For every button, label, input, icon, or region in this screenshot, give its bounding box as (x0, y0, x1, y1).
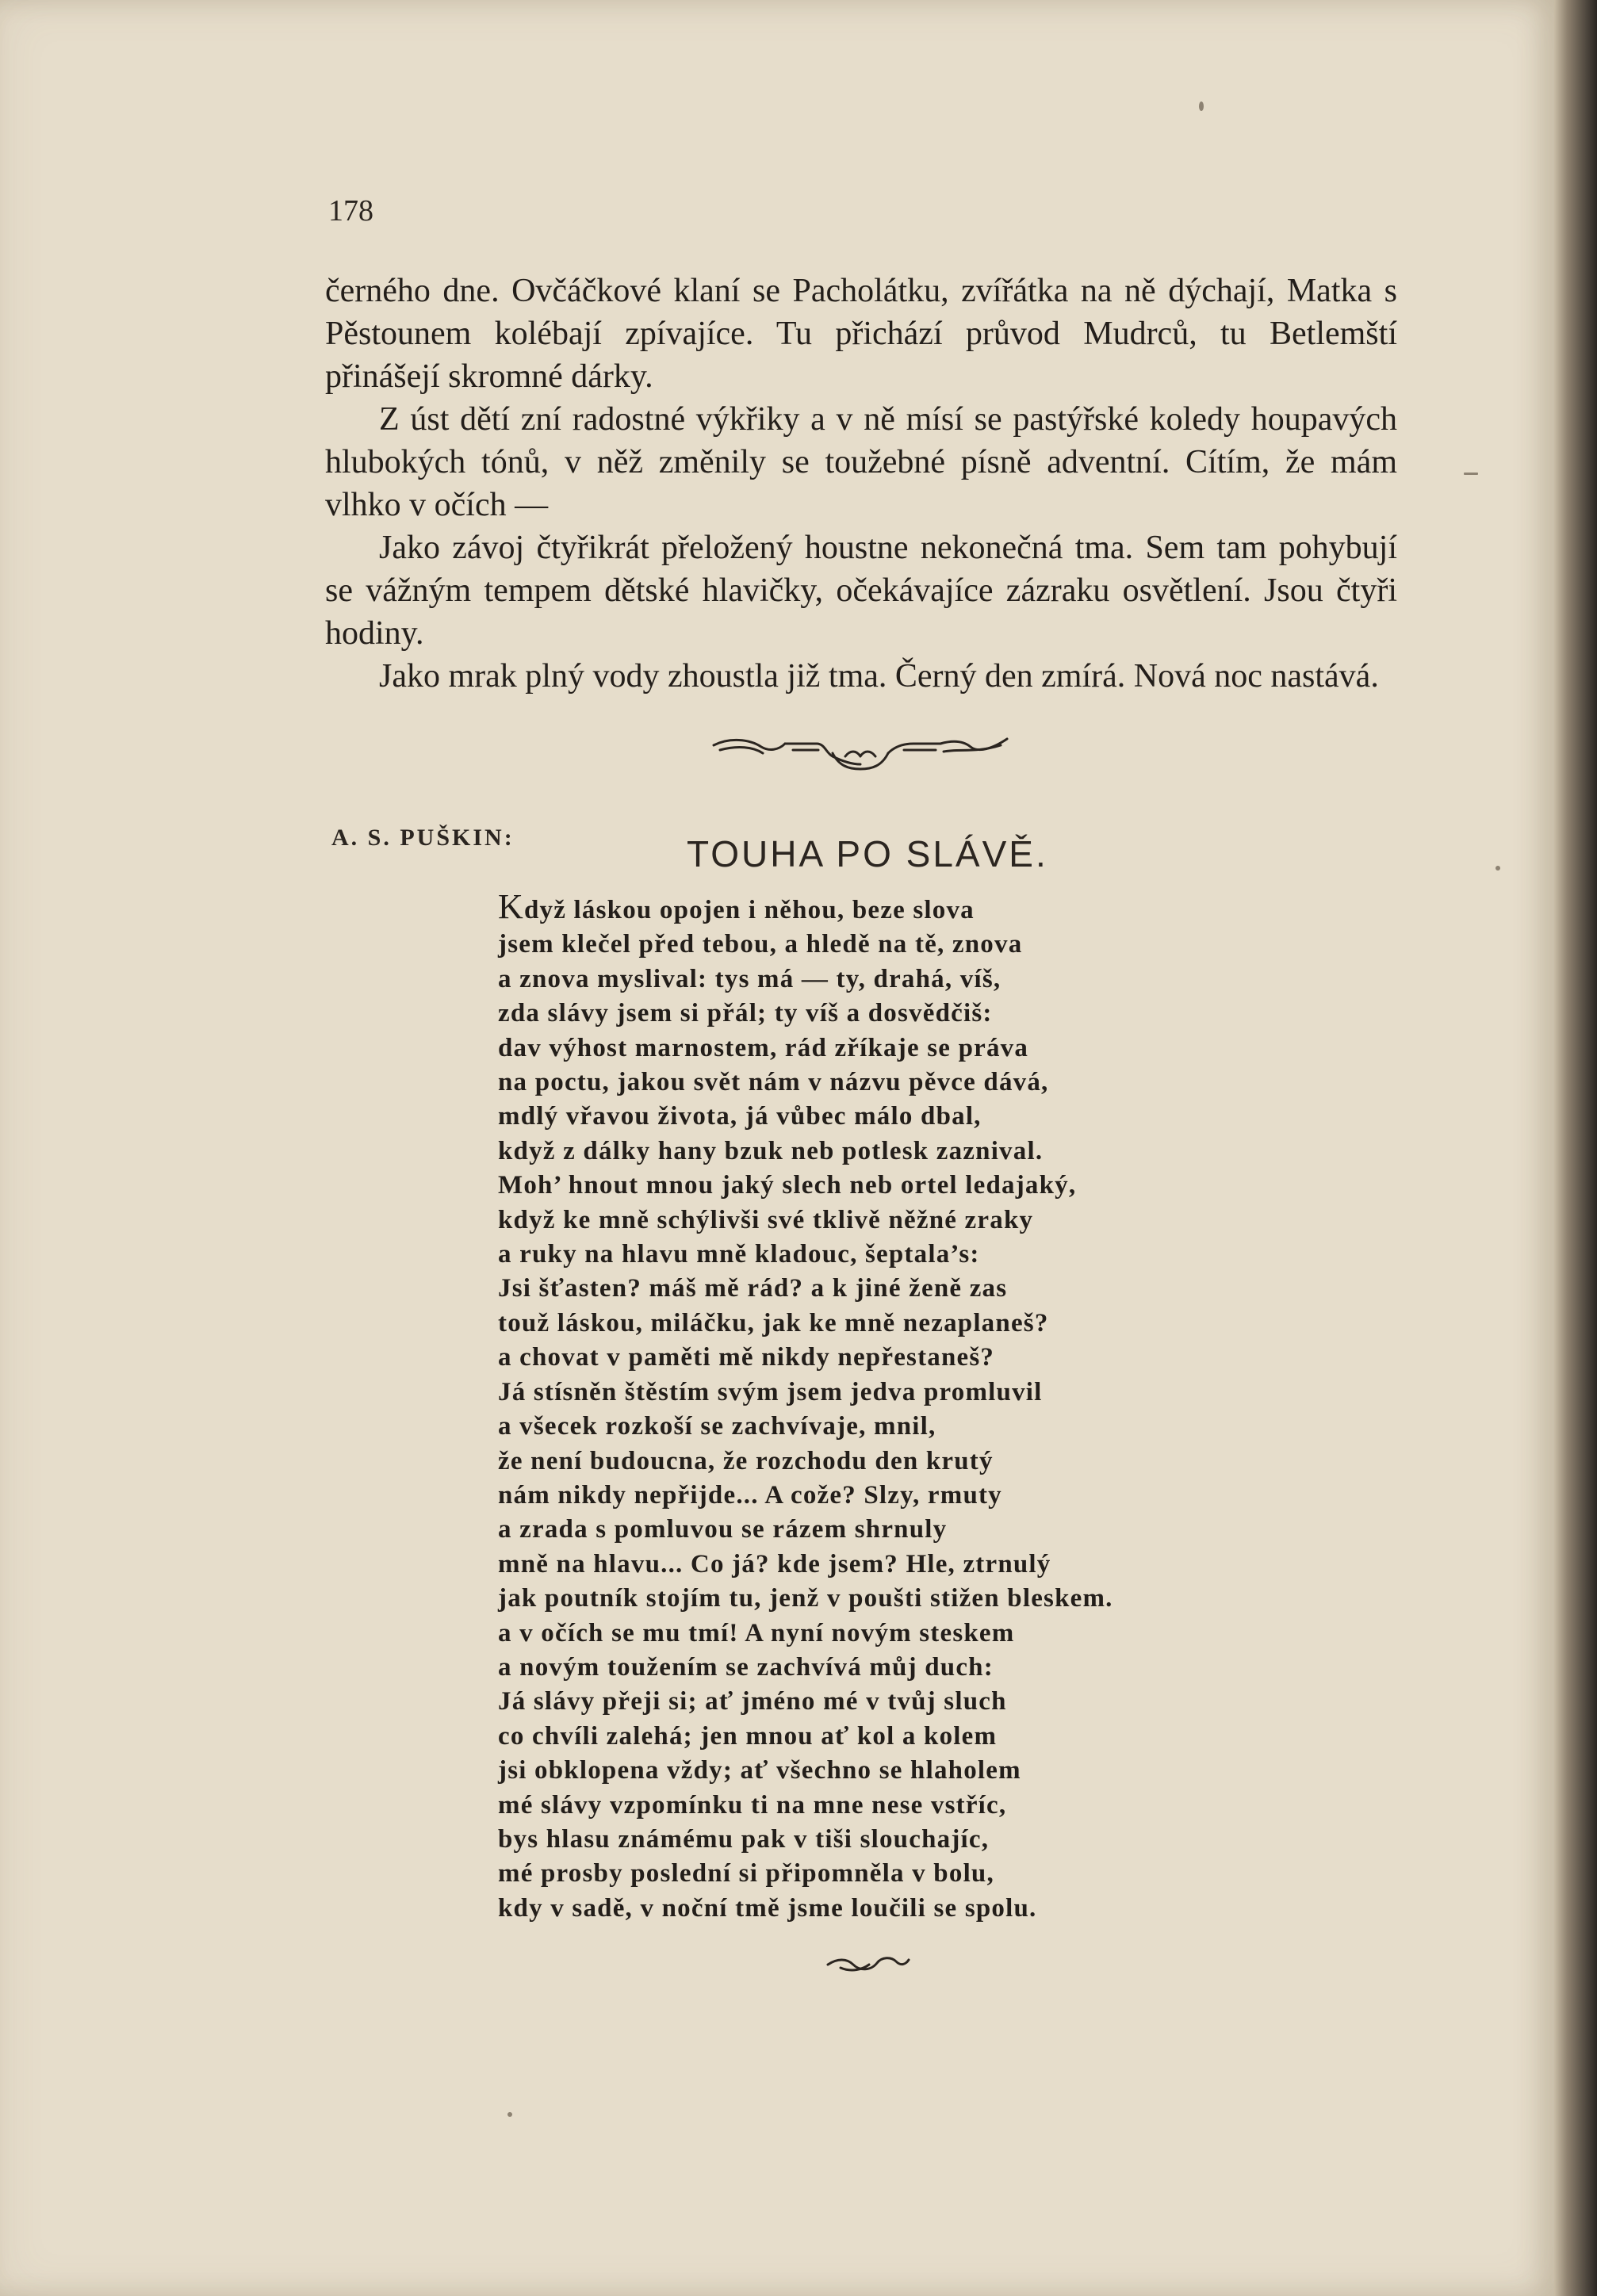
poem-line (498, 887, 1370, 928)
prose-text (325, 270, 1397, 698)
poem-line: zda slávy jsem si přál; ty víš a dosvědčiš: (498, 999, 993, 1028)
poem-line: a znova myslival: tys má — ty, drahá, víš, (498, 964, 1001, 993)
poem-line: Já stísněn štěstím svým jsem jedva promluvil (498, 1377, 1043, 1406)
poem-line: Já slávy přeji si; ať jméno mé v tvůj sluch (498, 1687, 1007, 1716)
poem-line: nám nikdy nepřijde... A cože? Slzy, rmuty (498, 1480, 1002, 1510)
paper-speck (507, 2112, 512, 2117)
paper-speck (1464, 473, 1478, 475)
poem-line: mé slávy vzpomínku ti na mne nese vstříc, (498, 1790, 1007, 1820)
prose-paragraph: Jako závoj čtyřikrát přeložený houstne nekonečná tma. Sem tam pohybují se vážným tempem dětské hlavičky, očekávajíce zázraku osvětlení. Jsou čtyři hodiny. (325, 530, 1397, 652)
decorative-ornament (706, 729, 1015, 774)
poem-line: jak poutník stojím tu, jenž v poušti stižen bleskem. (498, 1584, 1113, 1613)
paper-speck (1199, 101, 1204, 111)
poem-line: mdlý vřavou života, já vůbec málo dbal, (498, 1102, 982, 1131)
prose-paragraph: Z úst dětí zní radostné výkřiky a v ně mísí se pastýřské koledy houpavých hlubokých tónů, v něž změnily se toužebné písně adventní. Cítím, že mám vlhko v očích — (325, 401, 1397, 523)
poem-line: Moh’ hnout mnou jaký slech neb ortel ledajaký, (498, 1171, 1077, 1200)
poem-line: a ruky na hlavu mně kladouc, šeptala’s: (498, 1240, 980, 1269)
poem-line: touž láskou, miláčku, jak ke mně nezaplaneš? (498, 1308, 1049, 1337)
poem-line-text: dyž láskou opojen i něhou, beze slova (523, 896, 975, 924)
poem-author: A. S. PUŠKIN: (331, 825, 515, 851)
poem-line: a novým toužením se zachvívá můj duch: (498, 1652, 994, 1682)
end-ornament (825, 1952, 912, 1976)
poem-line: mé prosby poslední si připomněla v bolu, (498, 1859, 994, 1888)
poem-line: a chovat v paměti mě nikdy nepřestaneš? (498, 1343, 995, 1372)
poem-line: a zrada s pomluvou se rázem shrnuly (498, 1515, 948, 1544)
poem-line: co chvíli zalehá; jen mnou ať kol a kolem (498, 1721, 998, 1751)
poem-line: bys hlasu známému pak v tiši slouchajíc, (498, 1824, 990, 1854)
poem-line: když z dálky hany bzuk neb potlesk zaznival. (498, 1136, 1044, 1165)
poem-title: TOUHA PO SLÁVĚ. (687, 833, 1048, 874)
drop-cap: K (498, 887, 524, 926)
poem-line: mně na hlavu... Co já? kde jsem? Hle, ztrnulý (498, 1549, 1051, 1578)
poem-line: že není budoucna, že rozchodu den krutý (498, 1446, 994, 1475)
page-number: 178 (328, 194, 373, 228)
poem-line: a v očích se mu tmí! A nyní novým steskem (498, 1618, 1015, 1647)
poem-line: když ke mně schýlivši své tklivě něžné zraky (498, 1205, 1034, 1234)
poem-line: Jsi šťasten? máš mě rád? a k jiné ženě zas (498, 1274, 1008, 1303)
poem-line: a všecek rozkoší se zachvívaje, mnil, (498, 1412, 936, 1441)
poem-line: kdy v sadě, v noční tmě jsme loučili se spolu. (498, 1893, 1037, 1923)
prose-paragraph: černého dne. Ovčáčkové klaní se Pacholátku, zvířátka na ně dýchají, Matka s Pěstounem kolébají zpívajíce. Tu přichází průvod Mudrců, tu Betlemští přinášejí skromné dárky. (325, 273, 1397, 395)
poem-line: dav výhost marnostem, rád zříkaje se práva (498, 1033, 1029, 1062)
page-edge-shadow (1554, 0, 1597, 2296)
poem-text (498, 887, 1370, 1926)
poem-line: na poctu, jakou svět nám v názvu pěvce dává, (498, 1068, 1049, 1097)
paper-speck (1496, 866, 1500, 871)
prose-paragraph: Jako mrak plný vody zhoustla již tma. Černý den zmírá. Nová noc nastává. (379, 658, 1379, 695)
poem-line: jsem klečel před tebou, a hledě na tě, znova (498, 930, 1023, 959)
poem-line: jsi obklopena vždy; ať všechno se hlaholem (498, 1756, 1021, 1785)
